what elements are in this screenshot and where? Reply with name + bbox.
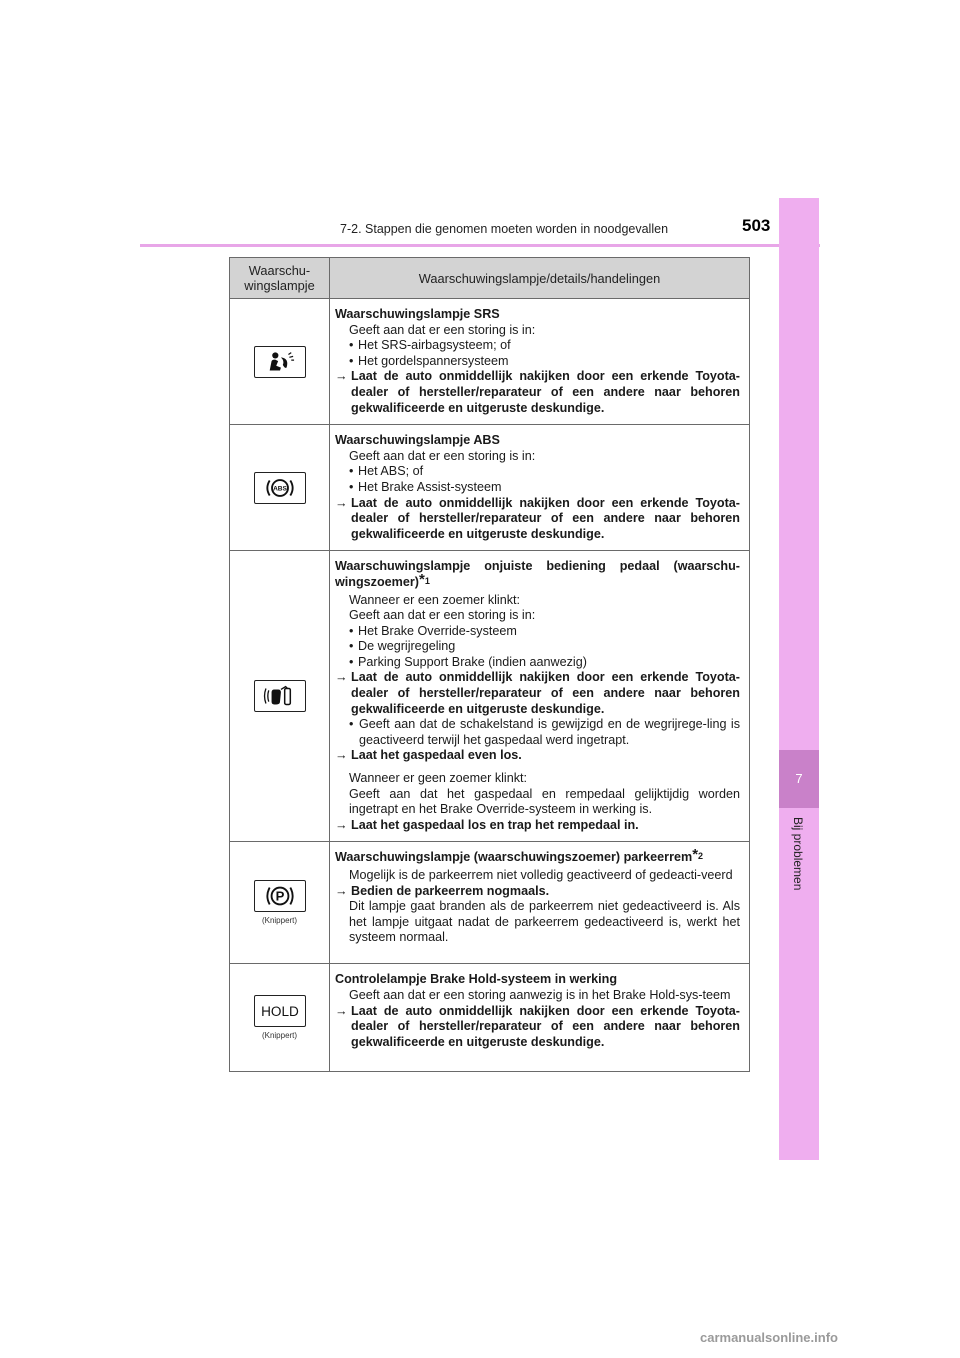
lamp-title: Controlelampje Brake Hold-systeem in werking [335,972,618,987]
star-glyph: * [418,570,425,588]
header-rule [140,244,820,247]
side-tab-label: Bij problemen [791,817,805,891]
action-instruction: → Laat de auto onmiddellijk nakijken door een erkende Toyota-dealer of hersteller/reparateur of een andere naar behoren gekwalificeerde en uitgeruste deskundige. [335,670,740,716]
action-instruction: → Laat het gaspedaal even los. [335,748,522,763]
side-tab [779,198,819,1160]
side-tab-label-box [778,817,818,997]
arrow-icon: → [335,670,348,685]
details-cell [330,299,750,425]
lamp-cell [230,299,330,425]
bullet-glyph: • [349,464,354,479]
arrow-icon: → [335,495,348,510]
table-header-row [230,258,750,299]
star-glyph: * [692,846,699,864]
description-line: Geeft aan dat er een storing aanwezig is in het Brake Hold-sys-teem [349,988,731,1002]
lamp-cell [230,551,330,842]
lamp-title: Waarschuwingslampje ABS [335,433,500,448]
lamp-cell [230,964,330,1072]
description-line: Wanneer er geen zoemer klinkt: [349,771,528,786]
column-header-lamp-l1: Waarschu- [248,263,311,278]
action-instruction: → Laat de auto onmiddellijk nakijken door een erkende Toyota-dealer of hersteller/reparateur of een andere naar behoren gekwalificeerde en uitgeruste deskundige. [335,495,740,541]
list-item: • Het Brake Override-systeem [349,623,517,638]
details-cell [330,964,750,1072]
icon-caption: (Knippert) [261,1031,298,1041]
lamp-title: Waarschuwingslampje (waarschuwingszoemer) parkeerrem$^{*2}$ [335,846,704,865]
arrow-icon: → [335,1003,348,1018]
arrow-icon: → [335,369,348,384]
pedal-misoperation-icon [254,680,306,712]
table-row [230,299,750,425]
footnote-ref: *1 [418,570,430,588]
chapter-title: 7-2. Stappen die genomen moeten worden in noodgevallen [340,222,669,236]
bullet-glyph: • [349,717,354,732]
lamp-title: Waarschuwingslampje onjuiste bediening pedaal (waarschu-wingszoemer)$^{*1}$ [335,559,740,589]
table-row [230,425,750,551]
description-line: Mogelijk is de parkeerrem niet volledig geactiveerd of gedeacti-veerd [349,868,733,882]
action-instruction: → Laat de auto onmiddellijk nakijken door een erkende Toyota-dealer of hersteller/reparateur of een andere naar behoren gekwalificeerde en uitgeruste deskundige. [335,369,740,415]
list-item: • Parking Support Brake (indien aanwezig) [349,654,587,669]
description-line: Geeft aan dat er een storing is in: [349,322,536,337]
table-row [230,964,750,1072]
action-instruction: → Bedien de parkeerrem nogmaals. [335,883,550,898]
parking-brake-icon [254,880,306,912]
description-line: Wanneer er een zoemer klinkt: [349,592,521,607]
details-cell [330,842,750,964]
side-tab-number: 7 [779,750,819,808]
arrow-icon: → [335,817,348,832]
details-cell [330,551,750,842]
footnote-ref: *2 [692,846,704,864]
list-item: • Geeft aan dat de schakelstand is gewijzigd en de wegrijrege-ling is geactiveerd terwijl het gaspedaal werd ingetrapt. [349,717,740,747]
action-instruction: → Laat het gaspedaal los en trap het rempedaal in. [335,817,639,832]
lamp-cell [230,425,330,551]
description-line: Dit lampje gaat branden als de parkeerrem niet gedeactiveerd is. Als het lampje uitgaat nadat de parkeerrem gedeactiveerd is, werkt het systeem normaal. [349,899,740,945]
lamp-cell [230,842,330,964]
list-item: • Het Brake Assist-systeem [349,479,502,494]
bullet-glyph: • [349,353,354,368]
abs-warning-icon [254,472,306,504]
watermark: carmanualsonline.info [700,1330,838,1345]
table-row [230,551,750,842]
bullet-glyph: • [349,338,354,353]
brake-hold-icon [254,995,306,1027]
list-item: • Het ABS; of [349,464,424,479]
action-instruction: → Laat de auto onmiddellijk nakijken door een erkende Toyota-dealer of hersteller/reparateur of een andere naar behoren gekwalificeerde en uitgeruste deskundige. [335,1003,740,1049]
list-item: • De wegrijregeling [349,639,456,654]
svg-text:P: P [275,889,284,905]
list-item: • Het SRS-airbagsysteem; of [349,338,511,353]
column-header-lamp [230,258,330,299]
bullet-glyph: • [349,623,354,638]
details-cell [330,425,750,551]
description-line: Geeft aan dat er een storing is in: [349,608,536,623]
description-line: Geeft aan dat er een storing is in: [349,448,536,463]
column-header-lamp-l2: wingslampje [244,278,315,293]
icon-caption: (Knippert) [261,916,298,926]
table-row [230,842,750,964]
svg-text:ABS: ABS [272,485,287,493]
arrow-icon: → [335,883,348,898]
warning-lights-table [229,257,750,1072]
bullet-glyph: • [349,479,354,494]
bullet-glyph: • [349,639,354,654]
brake-hold-icon-text: HOLD [260,1004,299,1020]
list-item: • Het gordelspannersysteem [349,353,509,368]
column-header-details: Waarschuwingslampje/details/handelingen [330,258,750,299]
lamp-title: Waarschuwingslampje SRS [335,307,500,321]
page-number: 503 [742,216,771,235]
arrow-icon: → [335,748,348,763]
bullet-glyph: • [349,654,354,669]
description-line: Geeft aan dat het gaspedaal en rempedaal gelijktijdig worden ingetrapt en het Brake Override-systeem in werking is. [349,786,740,817]
airbag-warning-icon [254,346,306,378]
